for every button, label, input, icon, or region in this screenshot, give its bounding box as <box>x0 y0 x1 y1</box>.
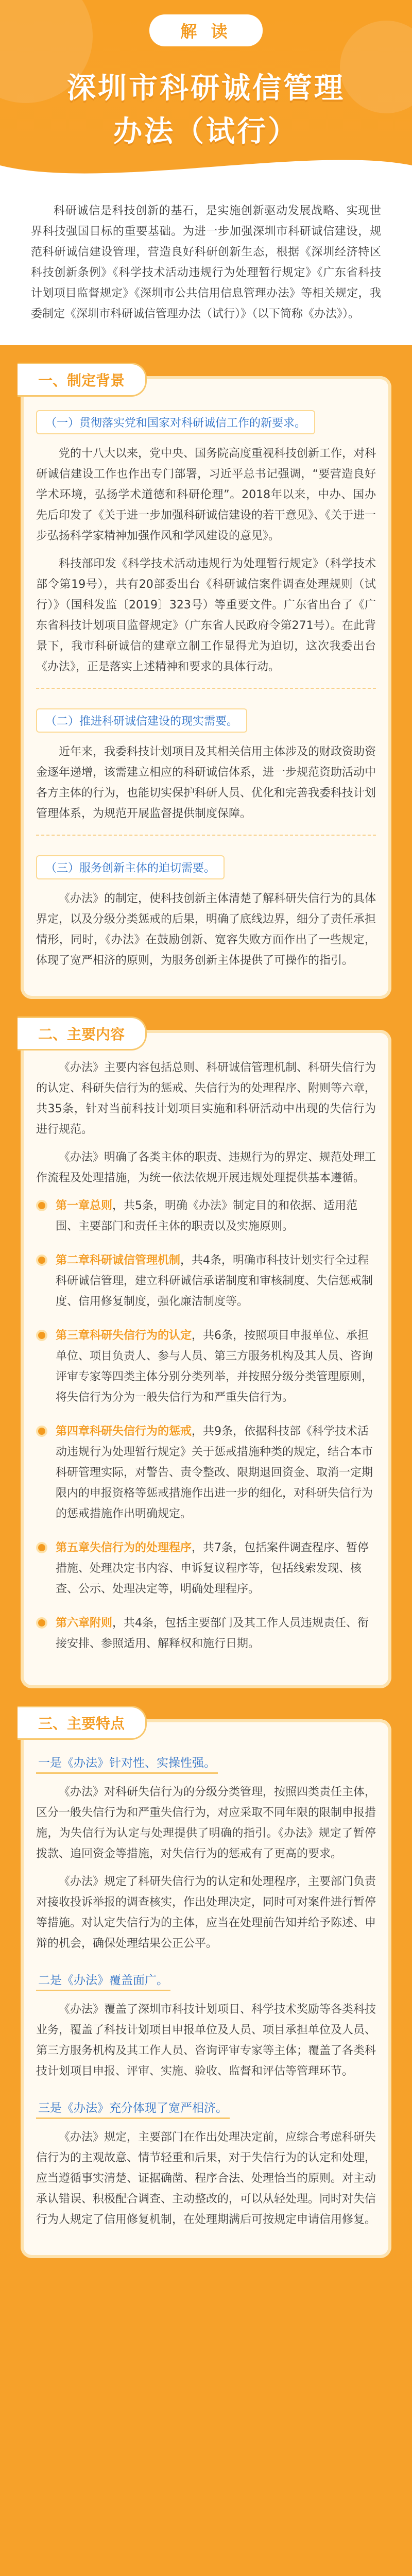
paragraph: 《办法》主要内容包括总则、科研诚信管理机制、科研失信行为的认定、科研失信行为的惩戒、失信行为的处理程序、附则等六章，共35条，针对当前科技计划项目实施和科研活动中出现的失信行为进行规范。 <box>36 1061 376 1136</box>
chapter-list <box>36 1196 376 1654</box>
chapter-name: 第六章附则 <box>56 1617 113 1630</box>
title-line-1: 深圳市科研诚信管理 <box>67 72 345 105</box>
bullet-dot-icon <box>36 1255 47 1266</box>
bullet-dot-icon <box>36 1200 47 1211</box>
section-title: 三、主要特点 <box>18 1706 147 1740</box>
chapter-name: 第三章科研失信行为的认定 <box>56 1329 192 1342</box>
page-title <box>21 67 391 154</box>
paragraph: 《办法》规定，主要部门在作出处理决定前，应综合考虑科研失信行为的主观故意、情节轻重和后果，对于失信行为的认定和处理，应当遵循事实清楚、证据确凿、程序合法、处理恰当的原则。对主动承认错误、积极配合调查、主动整改的，可以从轻处理。同时对失信行为人规定了信用修复机制，在处理期满后可按规定申请信用修复。 <box>36 2131 376 2226</box>
paragraph: 近年来，我委科技计划项目及其相关信用主体涉及的财政资助资金逐年递增，该需建立相应的科研诚信体系，进一步规范资助活动中各方主体的行为，也能切实保护科研人员、优化和完善我委科技计划管理体系，为规范开展监督提供制度保障。 <box>36 745 376 820</box>
subheading: （一）贯彻落实党和国家对科研诚信工作的新要求。 <box>36 410 315 434</box>
interpretation-tag: 解 读 <box>149 14 262 46</box>
chapter-text: ，共5条，明确《办法》制定目的和依据、适用范围、主要部门和责任主体的职责以及实施原则。 <box>56 1199 358 1233</box>
list-item <box>36 1196 376 1237</box>
paragraph: 《办法》明确了各类主体的职责、违规行为的界定、规范处理工作流程及处理措施，为统一依法依规开展违规处理提供基本遵循。 <box>36 1151 376 1184</box>
chapter-name: 第四章科研失信行为的惩戒 <box>56 1425 192 1438</box>
list-item <box>36 1538 376 1600</box>
section-title: 二、主要内容 <box>18 1016 147 1050</box>
paragraph: 党的十八大以来，党中央、国务院高度重视科技创新工作，对科研诚信建设工作也作出专门部署，习近平总书记强调，“要营造良好学术环境，弘扬学术道德和科研伦理”。2018年以来，中办、国办先后印发了《关于进一步加强科研诚信建设的若干意见》、《关于进一步弘扬科学家精神加强作风和学风建设的意见》。 <box>36 447 376 543</box>
intro-block <box>0 185 412 345</box>
paragraph: 《办法》对科研失信行为的分级分类管理，按照四类责任主体，区分一般失信行为和严重失信行为，对应采取不同年限的限制申报措施，为失信行为认定与处理提供了明确的指引。《办法》规定了暂停拨款、追回资金等措施，对失信行为的惩戒有了更高的要求。 <box>36 1786 376 1860</box>
tag-wrap <box>0 14 412 46</box>
list-item <box>36 1421 376 1524</box>
title-line-2: 办法（试行） <box>113 115 299 148</box>
subheading: （二）推进科研诚信建设的现实需要。 <box>36 708 247 733</box>
bullet-dot-icon <box>36 1617 47 1629</box>
list-item <box>36 1613 376 1654</box>
paragraph: 《办法》的制定，使科技创新主体清楚了解科研失信行为的具体界定，以及分级分类惩戒的后果，明确了底线边界，细分了责任承担情形，同时，《办法》在鼓励创新、宽容失败方面作出了一些规定，体现了宽严相济的原则，为服务创新主体提供了可操作的指引。 <box>36 892 376 967</box>
chapter-text: ，共7条，包括案件调查程序、暂停措施、处理决定书内容、申诉复议程序等，包括线索发现、核查、公示、处理决定等，明确处理程序。 <box>56 1541 369 1596</box>
divider <box>36 835 376 836</box>
paragraph: 《办法》覆盖了深圳市科技计划项目、科学技术奖励等各类科技业务，覆盖了科技计划项目申报单位及人员、项目承担单位及人员、第三方服务机构及其工作人员、咨询评审专家等主体；覆盖了各类科技计划项目申报、评审、实施、验收、监督和评估等管理环节。 <box>36 2003 376 2078</box>
chapter-text: ，共4条，明确市科技计划实行全过程科研诚信管理，建立科研诚信承诺制度和审核制度、失信惩戒制度、信用修复制度，强化廉洁制度等。 <box>56 1254 373 1308</box>
section-background <box>21 372 391 999</box>
divider <box>36 688 376 689</box>
chapter-name: 第二章科研诚信管理机制 <box>56 1254 181 1267</box>
list-item <box>36 1250 376 1312</box>
list-item <box>36 1326 376 1408</box>
feature-heading: 一是《办法》针对性、实操性强。 <box>36 1753 218 1774</box>
chapter-text: ，共9条，依据科技部《科学技术活动违规行为处理暂行规定》关于惩戒措施种类的规定，结合本市科研管理实际，对警告、责令整改、限期退回资金、取消一定期限内的申报资格等惩戒措施作出进一步的细化，对科研失信行为的惩戒措施作出明确规定。 <box>56 1425 373 1520</box>
header-wave <box>0 145 412 186</box>
subheading: （三）服务创新主体的迫切需要。 <box>36 855 225 879</box>
chapter-name: 第五章失信行为的处理程序 <box>56 1541 192 1554</box>
chapter-name: 第一章总则 <box>56 1199 113 1212</box>
section-content <box>21 1026 391 1688</box>
header-banner <box>0 0 412 185</box>
bullet-dot-icon <box>36 1426 47 1437</box>
chapter-text: ，共6条，按照项目申报单位、承担单位、项目负责人、参与人员、第三方服务机构及其人员、咨询评审专家等四类主体分别分类列举，并按照分级分类管理原则，将失信行为分为一般失信行为和严重失信行为。 <box>56 1329 373 1404</box>
bullet-dot-icon <box>36 1330 47 1341</box>
paragraph: 《办法》规定了科研失信行为的认定和处理程序，主要部门负责对接收投诉举报的调查核实，作出处理决定，同时可对案件进行暂停等措施。对认定失信行为的主体，应当在处理前告知并给予陈述、申辩的机会，确保处理结果公正公平。 <box>36 1875 376 1950</box>
section-title: 一、制定背景 <box>18 363 147 397</box>
intro-paragraph: 科研诚信是科技创新的基石，是实施创新驱动发展战略、实现世界科技强国目标的重要基础。为进一步加强深圳市科研诚信建设，规范科研诚信建设管理，营造良好科研创新生态，根据《深圳经济特区科技创新条例》《科学技术活动违规行为处理暂行规定》《广东省科技计划项目监督规定》《深圳市公共信用信息管理办法》等相关规定，我委制定《深圳市科研诚信管理办法（试行）》（以下简称《办法》）。 <box>0 185 412 345</box>
chapter-text: ，共4条，包括主要部门及其工作人员违规责任、衔接安排、参照适用、解释权和施行日期。 <box>56 1617 369 1650</box>
feature-heading: 三是《办法》充分体现了宽严相济。 <box>36 2098 230 2119</box>
feature-heading: 二是《办法》覆盖面广。 <box>36 1971 170 1991</box>
paragraph: 科技部印发《科学技术活动违规行为处理暂行规定》（科学技术部令第19号），共有20部委出台《科研诚信案件调查处理规则（试行）》（国科发监〔2019〕323号）等重要文件。广东省出台了《广东省科技计划项目监督规定》（广东省人民政府令第271号）。在此背景下，我市科研诚信的建章立制工作显得尤为迫切，这次我委出台《办法》，正是落实上述精神和要求的具体行动。 <box>36 557 376 673</box>
section-features <box>21 1715 391 2258</box>
bullet-dot-icon <box>36 1542 47 1553</box>
